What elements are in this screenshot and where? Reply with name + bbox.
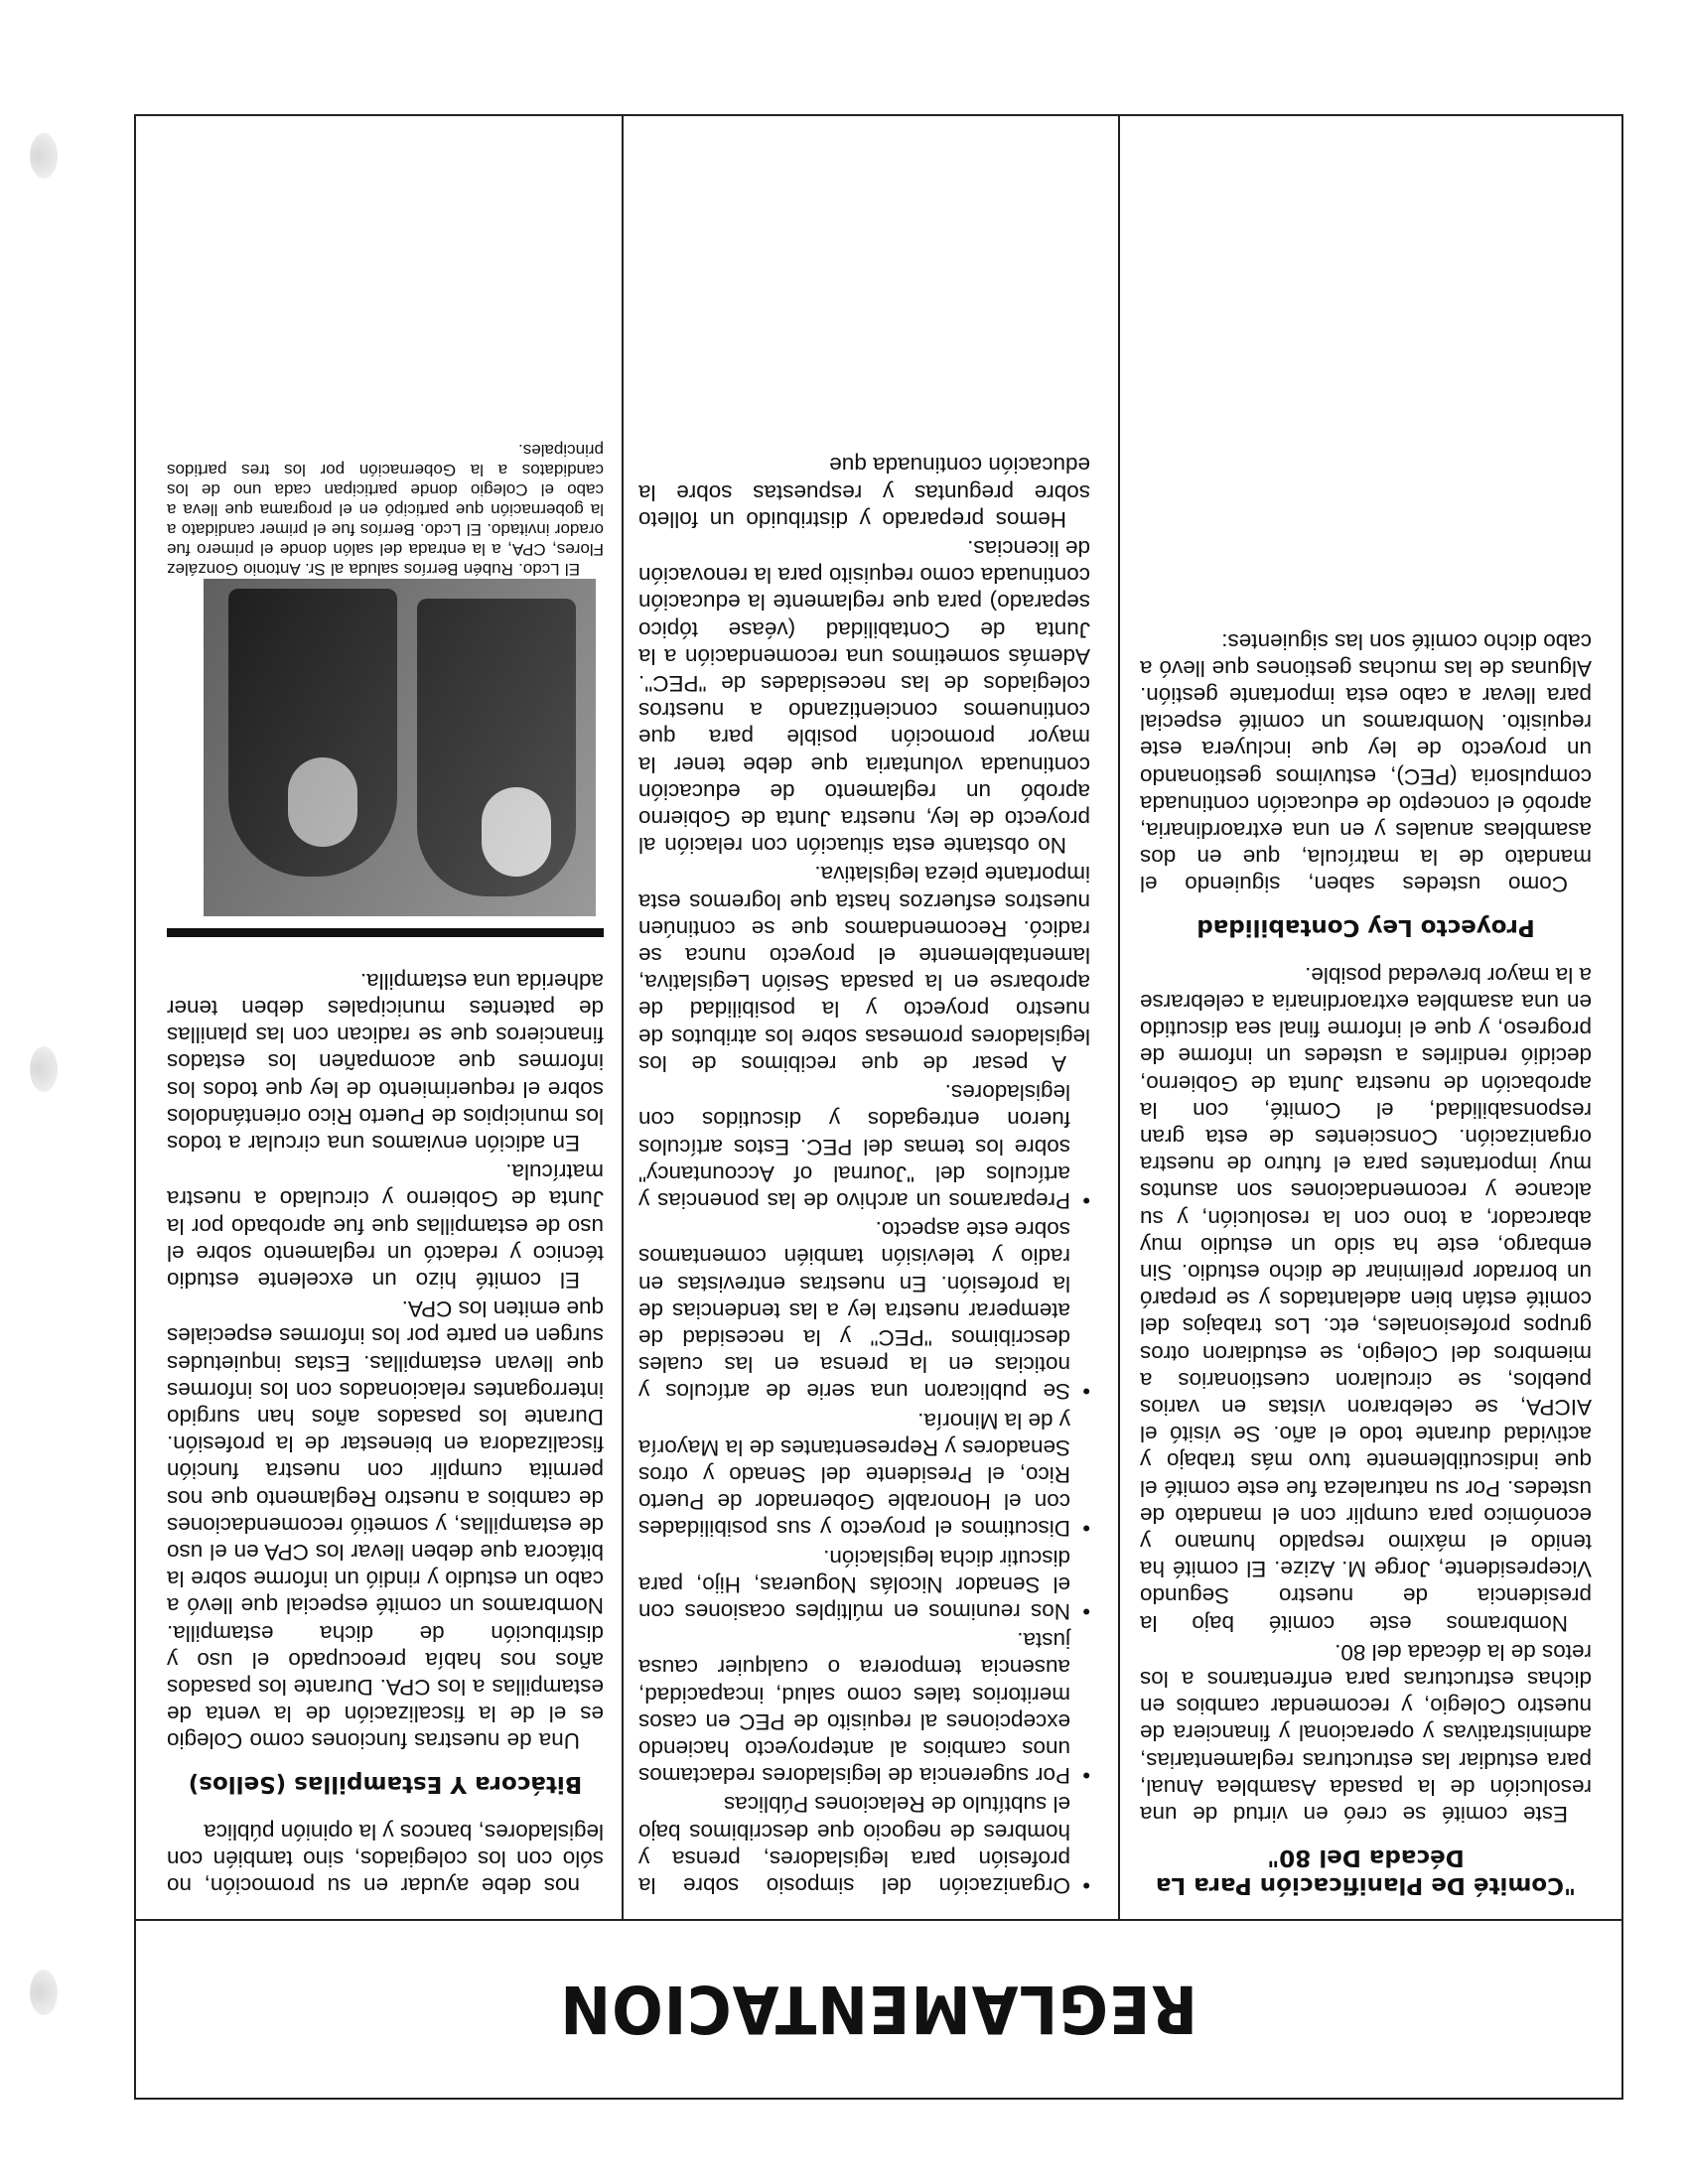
section-heading: Proyecto Ley Contabilidad	[1196, 914, 1535, 941]
paragraph: nos debe ayudar en su promoción, no sólo con los colegiados, sino también con legisladores, bancos y la opinión pública	[167, 1819, 604, 1898]
paragraph: Hemos preparado y distribuido un folleto sobre preguntas y respuestas sobre la educación continuada que	[638, 453, 1090, 532]
punch-hole	[30, 1970, 58, 2015]
paragraph: En adición enviamos una circular a todos los municipios de Puerto Rico orientándolos sobre el requerimiento de ley que todos los informes que acompañen los estados financieros que se radican con las planillas de patentes municipales deben tener adherida una estampilla.	[167, 968, 604, 1156]
photo-rule	[167, 929, 604, 938]
left-column	[1140, 128, 1592, 1899]
paragraph: El comité hizo un excelente estudio técnico y redactó un reglamento sobre el uso de estampillas que fue aprobado por la Junta de Gobierno y circulado a nuestra matrícula.	[167, 1160, 604, 1293]
punch-hole	[30, 1046, 58, 1092]
right-column	[167, 128, 604, 1899]
paragraph: A pesar de que recibimos de los legisladores promesas sobre los atributos de nuestro proyecto y la posibilidad de aprobarse en la pasada Sesión Legislativa, lamentablemente el proyecto nunca se radicó. Recomendamos que se continúen nuestros esfuerzos hasta que logremos esta importante pieza legislativa.	[638, 862, 1090, 1076]
paragraph: Una de nuestras funciones como Colegio es el de la fiscalización de la venta de estampillas a los CPA. Durante los pasados años nos había preocupado el uso y distribución de dicha estampilla. Nombramos un comité especial que llevó a cabo un estudio y rindió un informe sobre la bitácora que deben llevar los CPA en el uso de estampillas, y sometió recomendaciones de cambios a nuestro Reglamento que nos permita cumplir con nuestra función fiscalizadora en bienestar de la profesión. Durante los pasados años han surgido interrogantes relacionados con los informes que llevan estampillas. Estas inquietudes surgen en parte por los informes especiales que emiten los CPA.	[167, 1297, 604, 1754]
middle-column	[638, 128, 1090, 1899]
bullet-list	[638, 1079, 1090, 1899]
list-item: • Preparamos un archivo de las ponencias y artículos del "Journal of Accountancy" sobre los temas del PEC. Estos artículos fueron entregados y discutidos con legisladores.	[638, 1079, 1070, 1214]
page-title: REGLAMENTACION	[559, 1971, 1198, 2048]
paragraph: Nombramos este comité bajo la presidencia de nuestro Segundo Vicepresidente, Jorge M. Azize. El comité ha tenido el máximo respaldo humano y económico para cumplir con el mandato de ustedes. Por su naturaleza fue este comité el que indiscutiblemente tuvo más trabajo y actividad durante todo el año. Se visitó el AICPA, se celebraron vistas en varios pueblos, se circularon cuestionarios a miembros del Colegio, se estudiaron otros grupos profesionales, etc. Los trabajos del comité están bien adelantados y se preparó un borrador preliminar de dicho estudio. Sin embargo, este ha sido un estudio muy abarcador, a tono con la resolución, y su alcance y recomendaciones son asuntos muy importantes para el futuro de nuestra organización. Conscientes de esta gran responsabilidad, el Comité, con la aprobación de nuestra Junta de Gobierno, decidió rendirles a ustedes un informe de progreso, y que el informe final sea discutido en una asamblea extraordinaria a celebrarse a la mayor brevedad posible.	[1140, 962, 1592, 1636]
list-item: • Se publicaron una serie de artículos y noticias en la prensa en las cuales describimos "PEC" y la necesidad de atemperar nuestra ley a las tendencias de la profesión. En nuestras entrevistas en radio y televisión también comentamos sobre este aspecto.	[638, 1216, 1070, 1405]
paragraph: Como ustedes saben, siguiendo el mandato de la matrícula, que en dos asambleas anuales y en una extraordinaria, aprobó el concepto de educación continuada compulsoria (PEC), estuvimos gestionando un proyecto de ley que incluyera este requisito. Nombramos un comité especial para llevar a cabo esta importante gestión. Algunas de las muchas gestiones que llevó a cabo dicho comité son las siguientes:	[1140, 628, 1592, 897]
list-item: • Nos reunimos en múltiples ocasiones con el Senador Nicolás Nogueras, Hijo, para discutir dicha legislación.	[638, 1544, 1070, 1625]
news-photo	[204, 580, 596, 917]
paragraph: Este comité se creó en virtud de una resolución de la pasada Asamblea Anual, para estudiar las estructuras reglamentarias, administrativas y operacional y financiera de nuestro Colegio, y recomendar cambios en dichas estructuras para enfrentarnos a los retos de la década del 80.	[1140, 1639, 1592, 1827]
list-item: • Discutimos el proyecto y sus posibilidades con el Honorable Gobernador de Puerto Rico, el Presidente del Senado y otros Senadores y Representantes de la Mayoría y de la Minoría.	[638, 1407, 1070, 1542]
paragraph: No obstante esta situación con relación al proyecto de ley, nuestra Junta de Gobierno aprobó un reglamento de educación continuada voluntaria que debe tener la mayor promoción posible para que continuemos concientizando a nuestros colegiados de las necesidades de "PEC". Además sometimos una recomendación a la Junta de Contabilidad (véase tópico separado) para que reglamente la educación continuada como requisito para la renovación de licencias.	[638, 536, 1090, 859]
punch-hole	[30, 133, 58, 179]
photo-caption: El Lcdo. Rubén Berríos saluda al Sr. Antonio González Flores, CPA, a la entrada del salón donde el primero fue orador invitado. El Lcdo. Berríos fue el primer candidato a la gobernación que participó en el programa que lleva a cabo el Colegio donde participan cada uno de los candidatos a la Gobernación por los tres partidos principales.	[167, 441, 604, 580]
list-item: • Organización del simposio sobre la profesión para legisladores, prensa y hombres de negocio que describimos bajo el subtítulo de Relaciones Públicas	[638, 1791, 1070, 1899]
section-banner	[136, 1919, 1621, 2098]
section-heading: "Comité De Planificación Para La Década Del 80"	[1155, 1844, 1577, 1898]
list-item: • Por sugerencia de legisladores redactamos unos cambios al anteproyecto haciendo excepciones al requisito de PEC en casos meritorios tales como salud, incapacidad, ausencia temporera o cualquier causa justa.	[638, 1627, 1070, 1789]
page-frame	[134, 114, 1623, 2100]
column-divider	[622, 116, 624, 1919]
section-heading: Bitácora Y Estampillas (Sellos)	[188, 1771, 583, 1798]
column-divider	[1118, 116, 1120, 1919]
